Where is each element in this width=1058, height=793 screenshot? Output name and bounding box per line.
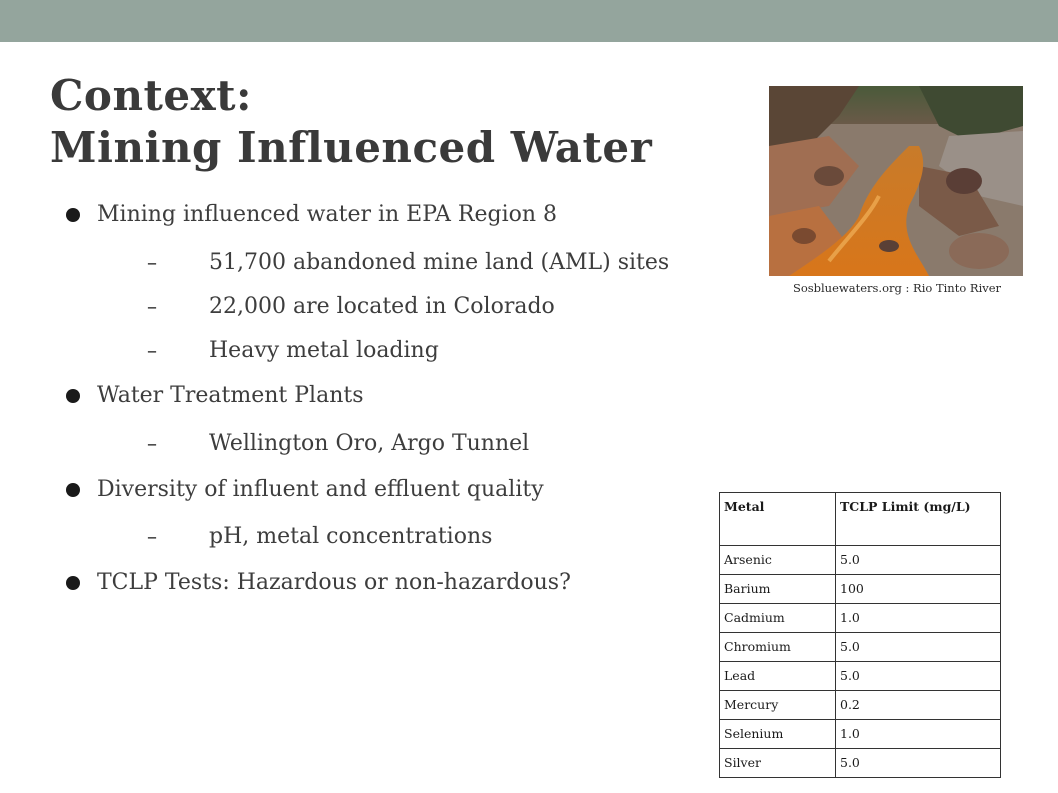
sub-bullet-item xyxy=(147,524,493,549)
metal-cell: Selenium xyxy=(720,720,836,749)
table-row xyxy=(720,720,1001,749)
title-line-1: Context: xyxy=(50,71,253,120)
limit-cell: 5.0 xyxy=(836,633,1001,662)
sub-bullet-text: Wellington Oro, Argo Tunnel xyxy=(209,431,530,456)
table-row xyxy=(720,546,1001,575)
sub-bullet-item xyxy=(147,250,670,275)
limit-cell: 1.0 xyxy=(836,604,1001,633)
table-row xyxy=(720,691,1001,720)
dash-icon: – xyxy=(147,294,157,318)
bullet-item xyxy=(97,477,544,502)
bullet-text: Mining influenced water in EPA Region 8 xyxy=(97,202,558,227)
sub-bullet-item xyxy=(147,431,530,456)
bullet-item xyxy=(97,202,557,227)
dash-icon: – xyxy=(147,431,157,455)
bullet-icon xyxy=(66,483,80,497)
metal-cell: Arsenic xyxy=(720,546,836,575)
header-metal: Metal xyxy=(720,493,836,546)
bullet-icon xyxy=(66,576,80,590)
title-line-2: Mining Influenced Water xyxy=(50,123,653,172)
sub-bullet-item xyxy=(147,294,555,319)
metal-cell: Lead xyxy=(720,662,836,691)
sub-bullet-item xyxy=(147,338,439,363)
limit-cell: 5.0 xyxy=(836,546,1001,575)
river-photo xyxy=(769,86,1023,276)
bullet-icon xyxy=(66,208,80,222)
dash-icon: – xyxy=(147,524,157,548)
photo-caption: Sosbluewaters.org : Rio Tinto River xyxy=(792,281,1002,295)
metal-cell: Barium xyxy=(720,575,836,604)
limit-cell: 100 xyxy=(836,575,1001,604)
header-tclp-limit: TCLP Limit (mg/L) xyxy=(836,493,1001,546)
sub-bullet-text: 22,000 are located in Colorado xyxy=(209,294,555,319)
sub-bullet-text: Heavy metal loading xyxy=(209,338,439,363)
limit-cell: 5.0 xyxy=(836,662,1001,691)
limit-cell: 0.2 xyxy=(836,691,1001,720)
table-header-row xyxy=(720,493,1001,546)
sub-bullet-text: 51,700 abandoned mine land (AML) sites xyxy=(209,250,670,275)
table-row xyxy=(720,662,1001,691)
tclp-limits-table xyxy=(719,492,1001,778)
bullet-item xyxy=(97,383,364,408)
dash-icon: – xyxy=(147,338,157,362)
table-row xyxy=(720,604,1001,633)
bullet-icon xyxy=(66,389,80,403)
header-bar xyxy=(0,0,1058,42)
table-row xyxy=(720,575,1001,604)
metal-cell: Mercury xyxy=(720,691,836,720)
bullet-text: Diversity of influent and effluent quality xyxy=(97,477,544,502)
table-row xyxy=(720,633,1001,662)
metal-cell: Cadmium xyxy=(720,604,836,633)
metal-cell: Chromium xyxy=(720,633,836,662)
limit-cell: 5.0 xyxy=(836,749,1001,778)
table-row xyxy=(720,749,1001,778)
sub-bullet-text: pH, metal concentrations xyxy=(209,524,493,549)
bullet-text: TCLP Tests: Hazardous or non-hazardous? xyxy=(97,570,571,595)
dash-icon: – xyxy=(147,250,157,274)
metal-cell: Silver xyxy=(720,749,836,778)
bullet-text: Water Treatment Plants xyxy=(97,383,364,408)
slide-title xyxy=(50,70,652,174)
limit-cell: 1.0 xyxy=(836,720,1001,749)
bullet-item xyxy=(97,570,571,595)
